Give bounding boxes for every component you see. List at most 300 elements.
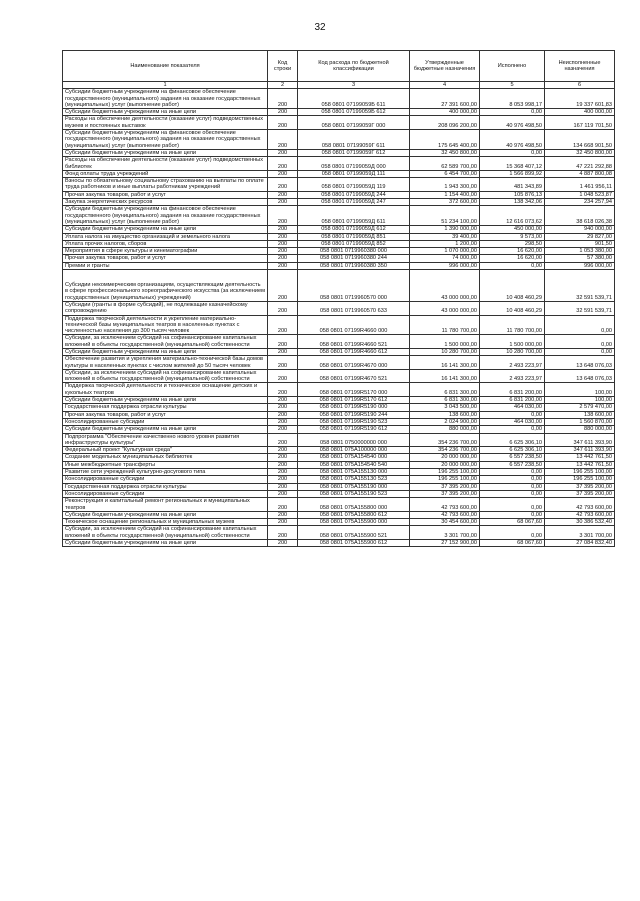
table-row [63, 411, 615, 418]
row-unexecuted: 32 450 800,00 [545, 149, 615, 156]
row-unexecuted: 234 257,94 [545, 199, 615, 206]
table-row [63, 315, 615, 335]
table-row [63, 301, 615, 315]
table-row [63, 469, 615, 476]
row-executed: 481 343,89 [480, 178, 545, 192]
row-approved: 196 255 100,00 [410, 469, 480, 476]
table-row [63, 383, 615, 397]
row-expense-code: 058 0801 075A155190 000 [298, 483, 410, 490]
row-executed: 0,00 [480, 511, 545, 518]
row-unexecuted: 940 000,00 [545, 226, 615, 233]
header-row [63, 51, 615, 82]
row-unexecuted: 347 611 393,90 [545, 433, 615, 447]
table-row [63, 433, 615, 447]
row-unexecuted: 57 380,00 [545, 255, 615, 262]
row-expense-code: 058 0801 0750000000 000 [298, 433, 410, 447]
row-name: Субсидии некоммерческим организациям, осуществляющим деятельность в сфере профессионального хореографического искусства (за исключением государственных (муниципальных) учреждений) [63, 270, 268, 302]
row-unexecuted: 32 591 539,71 [545, 270, 615, 302]
row-expense-code: 058 0801 07199R4670 521 [298, 369, 410, 383]
column-number: 3 [298, 82, 410, 89]
row-name: Обеспечение развития и укрепления материально-технической базы домов культуры в населенных пунктах с числом жителей до 50 тысяч человек [63, 356, 268, 370]
row-approved: 880 000,00 [410, 426, 480, 433]
row-unexecuted: 347 611 393,90 [545, 447, 615, 454]
table-row [63, 89, 615, 109]
row-line-code: 200 [268, 404, 298, 411]
row-executed: 0,00 [480, 490, 545, 497]
row-line-code: 200 [268, 526, 298, 540]
table-row [63, 109, 615, 116]
row-approved: 1 500 000,00 [410, 335, 480, 349]
row-expense-code: 058 0801 07199059Д 612 [298, 226, 410, 233]
row-approved: 62 589 700,00 [410, 157, 480, 171]
row-executed: 2 493 223,97 [480, 369, 545, 383]
row-expense-code: 058 0801 07199059Д 111 [298, 170, 410, 177]
row-name: Премии и гранты [63, 262, 268, 269]
row-unexecuted: 1 053 380,00 [545, 248, 615, 255]
table-row [63, 170, 615, 177]
row-approved: 20 000 000,00 [410, 454, 480, 461]
row-expense-code: 058 0801 075A154540 000 [298, 454, 410, 461]
row-executed: 15 368 407,12 [480, 157, 545, 171]
row-approved: 16 141 300,00 [410, 369, 480, 383]
header-approved: Утвержденные бюджетные назначения [410, 51, 480, 82]
row-expense-code: 058 0801 07199059Д 611 [298, 206, 410, 226]
row-executed: 0,00 [480, 149, 545, 156]
row-line-code: 200 [268, 490, 298, 497]
row-expense-code: 058 0801 075A100000 000 [298, 447, 410, 454]
row-line-code: 200 [268, 191, 298, 198]
row-line-code: 200 [268, 540, 298, 547]
row-line-code: 200 [268, 130, 298, 150]
row-executed: 0,00 [480, 526, 545, 540]
row-expense-code: 058 0801 0719960570 633 [298, 301, 410, 315]
row-line-code: 200 [268, 447, 298, 454]
row-executed: 68 067,60 [480, 519, 545, 526]
table-row [63, 348, 615, 355]
row-executed: 11 780 700,00 [480, 315, 545, 335]
row-approved: 32 450 800,00 [410, 149, 480, 156]
row-line-code: 200 [268, 433, 298, 447]
row-line-code: 200 [268, 270, 298, 302]
row-unexecuted: 100,00 [545, 397, 615, 404]
header-line-code: Код строки [268, 51, 298, 82]
row-name: Субсидии бюджетным учреждениям на иные цели [63, 426, 268, 433]
row-unexecuted: 32 591 539,71 [545, 301, 615, 315]
row-line-code: 200 [268, 397, 298, 404]
table-row [63, 540, 615, 547]
table-row [63, 335, 615, 349]
row-executed: 138 342,06 [480, 199, 545, 206]
budget-table-container [62, 50, 614, 547]
table-row [63, 498, 615, 512]
row-approved: 3 043 500,00 [410, 404, 480, 411]
row-expense-code: 058 0801 075A154540 540 [298, 461, 410, 468]
row-unexecuted: 42 793 600,00 [545, 498, 615, 512]
header-expense-code: Код расхода по бюджетной классификации [298, 51, 410, 82]
page-number: 32 [314, 22, 326, 33]
row-line-code: 200 [268, 301, 298, 315]
row-unexecuted: 42 793 600,00 [545, 511, 615, 518]
row-expense-code: 058 0801 075A155190 523 [298, 490, 410, 497]
row-executed: 0,00 [480, 411, 545, 418]
row-executed: 0,00 [480, 498, 545, 512]
row-expense-code: 058 0801 075A155900 000 [298, 519, 410, 526]
row-name: Поддержка творческой деятельности и техническое оснащение детских и кукольных театров [63, 383, 268, 397]
row-approved: 1 070 000,00 [410, 248, 480, 255]
row-executed: 10 408 460,29 [480, 301, 545, 315]
row-line-code: 200 [268, 199, 298, 206]
row-name: Субсидии, за исключением субсидий на софинансирование капитальных вложений в объекты государственной (муниципальной) собственности [63, 526, 268, 540]
row-executed: 12 616 073,62 [480, 206, 545, 226]
row-line-code: 200 [268, 206, 298, 226]
row-expense-code: 058 0801 07199059Г 000 [298, 116, 410, 130]
table-row [63, 157, 615, 171]
table-row [63, 149, 615, 156]
row-approved: 138 600,00 [410, 411, 480, 418]
row-line-code: 200 [268, 454, 298, 461]
row-executed: 68 067,60 [480, 540, 545, 547]
row-approved: 3 301 700,00 [410, 526, 480, 540]
row-unexecuted: 0,00 [545, 348, 615, 355]
row-unexecuted: 100,00 [545, 383, 615, 397]
row-expense-code: 058 0801 07199059Б 611 [298, 89, 410, 109]
row-executed: 450 000,00 [480, 226, 545, 233]
table-header [63, 51, 615, 89]
row-executed: 8 053 998,17 [480, 89, 545, 109]
row-expense-code: 058 0801 07199R4660 000 [298, 315, 410, 335]
table-row [63, 511, 615, 518]
row-approved: 1 154 400,00 [410, 191, 480, 198]
row-unexecuted: 30 386 532,40 [545, 519, 615, 526]
header-indicator-name: Наименование показателя [63, 51, 268, 82]
row-approved: 175 645 400,00 [410, 130, 480, 150]
table-row [63, 199, 615, 206]
row-approved: 37 395 200,00 [410, 483, 480, 490]
row-name: Расходы на обеспечение деятельности (оказание услуг) подведомственных музеев и постоянных выставок [63, 116, 268, 130]
table-row [63, 447, 615, 454]
row-line-code: 200 [268, 348, 298, 355]
row-approved: 6 454 700,00 [410, 170, 480, 177]
row-executed: 464 030,00 [480, 404, 545, 411]
row-name: Прочая закупка товаров, работ и услуг [63, 411, 268, 418]
row-executed: 40 976 498,50 [480, 116, 545, 130]
row-line-code: 200 [268, 511, 298, 518]
row-approved: 39 400,00 [410, 233, 480, 240]
row-approved: 1 200,00 [410, 240, 480, 247]
row-expense-code: 058 0801 075A155900 612 [298, 540, 410, 547]
row-name: Субсидии бюджетным учреждениям на иные цели [63, 397, 268, 404]
row-name: Субсидии, за исключением субсидий на софинансирование капитальных вложений в объекты государственной (муниципальной) собственности [63, 369, 268, 383]
row-expense-code: 058 0801 07199059Д 851 [298, 233, 410, 240]
row-expense-code: 058 0801 07199059Д 000 [298, 157, 410, 171]
row-expense-code: 058 0801 07199059Д 852 [298, 240, 410, 247]
row-executed: 2 493 223,97 [480, 356, 545, 370]
row-approved: 37 395 200,00 [410, 490, 480, 497]
row-line-code: 200 [268, 356, 298, 370]
row-unexecuted: 1 461 956,11 [545, 178, 615, 192]
row-unexecuted: 134 668 901,50 [545, 130, 615, 150]
table-row [63, 206, 615, 226]
row-unexecuted: 138 600,00 [545, 411, 615, 418]
row-approved: 42 793 600,00 [410, 498, 480, 512]
row-unexecuted: 4 887 800,08 [545, 170, 615, 177]
row-executed: 6 831 200,00 [480, 383, 545, 397]
row-approved: 74 000,00 [410, 255, 480, 262]
row-expense-code: 058 0801 075A155800 612 [298, 511, 410, 518]
row-executed: 464 030,00 [480, 418, 545, 425]
row-approved: 43 000 000,00 [410, 270, 480, 302]
row-unexecuted: 1 048 523,87 [545, 191, 615, 198]
row-name: Прочая закупка товаров, работ и услуг [63, 255, 268, 262]
row-unexecuted: 13 648 076,03 [545, 356, 615, 370]
row-expense-code: 058 0801 0719960380 000 [298, 248, 410, 255]
table-row [63, 519, 615, 526]
row-line-code: 200 [268, 461, 298, 468]
row-expense-code: 058 0801 075A155800 000 [298, 498, 410, 512]
row-name: Федеральный проект "Культурная среда" [63, 447, 268, 454]
row-name: Субсидии бюджетным учреждениям на финансовое обеспечение государственного (муниципального) задания на оказание государственных (муниципальных) услуг (выполнение работ) [63, 89, 268, 109]
row-line-code: 200 [268, 226, 298, 233]
row-approved: 11 780 700,00 [410, 315, 480, 335]
row-executed: 6 831 200,00 [480, 397, 545, 404]
table-row [63, 369, 615, 383]
row-unexecuted: 880 000,00 [545, 426, 615, 433]
row-line-code: 200 [268, 116, 298, 130]
row-line-code: 200 [268, 109, 298, 116]
table-row [63, 418, 615, 425]
row-unexecuted: 38 618 026,38 [545, 206, 615, 226]
row-name: Создание модельных муниципальных библиотек [63, 454, 268, 461]
row-expense-code: 058 0801 0719960380 244 [298, 255, 410, 262]
row-expense-code: 058 0801 07199R5190 244 [298, 411, 410, 418]
table-row [63, 397, 615, 404]
row-expense-code: 058 0801 07199R4660 612 [298, 348, 410, 355]
row-line-code: 200 [268, 476, 298, 483]
table-row [63, 255, 615, 262]
row-approved: 20 000 000,00 [410, 461, 480, 468]
row-unexecuted: 27 084 832,40 [545, 540, 615, 547]
row-line-code: 200 [268, 233, 298, 240]
row-line-code: 200 [268, 149, 298, 156]
table-row [63, 178, 615, 192]
row-approved: 354 236 700,00 [410, 433, 480, 447]
table-row [63, 404, 615, 411]
row-approved: 996 000,00 [410, 262, 480, 269]
table-row [63, 454, 615, 461]
row-line-code: 200 [268, 335, 298, 349]
row-name: Поддержка творческой деятельности и укрепление материально-технической базы муниципальных театров в населенных пунктах с численностью населения до 300 тысяч человек [63, 315, 268, 335]
row-name: Субсидии бюджетным учреждениям на иные цели [63, 149, 268, 156]
table-row [63, 461, 615, 468]
row-name: Реконструкция и капитальный ремонт региональных и муниципальных театров [63, 498, 268, 512]
row-unexecuted: 2 579 470,00 [545, 404, 615, 411]
row-unexecuted: 19 337 601,83 [545, 89, 615, 109]
row-expense-code: 058 0801 07199059Б 612 [298, 109, 410, 116]
table-row [63, 191, 615, 198]
row-expense-code: 058 0801 07199059Д 119 [298, 178, 410, 192]
row-name: Расходы на обеспечение деятельности (оказание услуг) подведомственных библиотек [63, 157, 268, 171]
row-expense-code: 058 0801 07199R5170 000 [298, 383, 410, 397]
row-approved: 27 391 600,00 [410, 89, 480, 109]
row-unexecuted: 196 255 100,00 [545, 469, 615, 476]
row-name: Техническое оснащение региональных и муниципальных музеев [63, 519, 268, 526]
row-expense-code: 058 0801 07199059Г 612 [298, 149, 410, 156]
row-executed: 105 876,13 [480, 191, 545, 198]
table-row [63, 490, 615, 497]
row-executed: 0,00 [480, 483, 545, 490]
row-unexecuted: 13 648 076,03 [545, 369, 615, 383]
row-expense-code: 058 0801 075A155130 000 [298, 469, 410, 476]
row-name: Государственная поддержка отрасли культуры [63, 483, 268, 490]
row-unexecuted: 3 301 700,00 [545, 526, 615, 540]
row-name: Подпрограмма "Обеспечение качественно нового уровня развития инфраструктуры культуры" [63, 433, 268, 447]
header-executed: Исполнено [480, 51, 545, 82]
row-name: Субсидии, за исключением субсидий на софинансирование капитальных вложений в объекты государственной (муниципальной) собственности [63, 335, 268, 349]
column-number-row [63, 82, 615, 89]
row-executed: 0,00 [480, 262, 545, 269]
table-row [63, 526, 615, 540]
header-unexecuted: Неисполненные назначения [545, 51, 615, 82]
row-expense-code: 058 0801 075A155130 523 [298, 476, 410, 483]
row-executed: 40 976 498,50 [480, 130, 545, 150]
table-row [63, 483, 615, 490]
row-line-code: 200 [268, 255, 298, 262]
row-name: Субсидии бюджетным учреждениям на иные цели [63, 540, 268, 547]
row-line-code: 200 [268, 240, 298, 247]
row-name: Уплата налога на имущество организаций и земельного налога [63, 233, 268, 240]
row-name: Субсидии бюджетным учреждениям на иные цели [63, 226, 268, 233]
row-expense-code: 058 0801 07199R4670 000 [298, 356, 410, 370]
row-executed: 6 625 306,10 [480, 433, 545, 447]
table-row [63, 426, 615, 433]
row-executed: 9 573,00 [480, 233, 545, 240]
row-unexecuted: 47 221 292,88 [545, 157, 615, 171]
table-body [63, 89, 615, 547]
row-expense-code: 058 0801 07199R4660 521 [298, 335, 410, 349]
row-expense-code: 058 0801 07199R5190 523 [298, 418, 410, 425]
row-unexecuted: 400 000,00 [545, 109, 615, 116]
row-line-code: 200 [268, 369, 298, 383]
column-number: 4 [410, 82, 480, 89]
row-name: Консолидированные субсидии [63, 418, 268, 425]
row-unexecuted: 13 442 761,50 [545, 461, 615, 468]
table-row [63, 262, 615, 269]
row-unexecuted: 996 000,00 [545, 262, 615, 269]
row-executed: 16 620,00 [480, 255, 545, 262]
row-approved: 354 236 700,00 [410, 447, 480, 454]
row-approved: 42 793 600,00 [410, 511, 480, 518]
row-executed: 1 500 000,00 [480, 335, 545, 349]
row-expense-code: 058 0801 075A155900 521 [298, 526, 410, 540]
row-approved: 1 943 300,00 [410, 178, 480, 192]
row-expense-code: 058 0801 07199059Г 611 [298, 130, 410, 150]
row-unexecuted: 0,00 [545, 335, 615, 349]
row-line-code: 200 [268, 418, 298, 425]
row-expense-code: 058 0801 0719960570 000 [298, 270, 410, 302]
row-approved: 208 096 200,00 [410, 116, 480, 130]
row-line-code: 200 [268, 519, 298, 526]
row-executed: 6 557 238,50 [480, 461, 545, 468]
row-name: Субсидии бюджетным учреждениям на иные цели [63, 511, 268, 518]
row-name: Уплата прочих налогов, сборов [63, 240, 268, 247]
row-unexecuted: 196 255 100,00 [545, 476, 615, 483]
row-line-code: 200 [268, 170, 298, 177]
row-line-code: 200 [268, 411, 298, 418]
row-unexecuted: 37 395 200,00 [545, 490, 615, 497]
row-line-code: 200 [268, 315, 298, 335]
table-row [63, 116, 615, 130]
row-executed: 16 620,00 [480, 248, 545, 255]
row-approved: 43 000 000,00 [410, 301, 480, 315]
row-name: Субсидии бюджетным учреждениям на финансовое обеспечение государственного (муниципального) задания на оказание государственных (муниципальных) услуг (выполнение работ) [63, 206, 268, 226]
row-unexecuted: 167 119 701,50 [545, 116, 615, 130]
table-row [63, 226, 615, 233]
row-line-code: 200 [268, 178, 298, 192]
row-expense-code: 058 0801 0719960380 350 [298, 262, 410, 269]
row-name: Закупка энергетических ресурсов [63, 199, 268, 206]
row-name: Мероприятия в сфере культуры и кинематографии [63, 248, 268, 255]
row-line-code: 200 [268, 248, 298, 255]
row-unexecuted: 901,50 [545, 240, 615, 247]
table-row [63, 240, 615, 247]
row-executed: 6 625 306,10 [480, 447, 545, 454]
column-number: 6 [545, 82, 615, 89]
row-name: Прочая закупка товаров, работ и услуг [63, 191, 268, 198]
row-name: Развитие сети учреждений культурно-досугового типа [63, 469, 268, 476]
row-name: Фонд оплаты труда учреждений [63, 170, 268, 177]
row-approved: 10 280 700,00 [410, 348, 480, 355]
row-line-code: 200 [268, 383, 298, 397]
row-approved: 1 390 000,00 [410, 226, 480, 233]
row-executed: 0,00 [480, 109, 545, 116]
row-line-code: 200 [268, 483, 298, 490]
row-expense-code: 058 0801 07199059Д 247 [298, 199, 410, 206]
row-line-code: 200 [268, 469, 298, 476]
table-row [63, 270, 615, 302]
row-approved: 372 600,00 [410, 199, 480, 206]
row-name: Субсидии бюджетным учреждениям на финансовое обеспечение государственного (муниципального) задания на оказание государственных (муниципальных) услуг (выполнение работ) [63, 130, 268, 150]
row-name: Государственная поддержка отрасли культуры [63, 404, 268, 411]
table-row [63, 476, 615, 483]
row-approved: 30 454 600,00 [410, 519, 480, 526]
row-executed: 0,00 [480, 469, 545, 476]
table-row [63, 248, 615, 255]
row-approved: 51 234 100,00 [410, 206, 480, 226]
table-row [63, 130, 615, 150]
row-name: Субсидии бюджетным учреждениям на иные цели [63, 109, 268, 116]
row-line-code: 200 [268, 426, 298, 433]
row-name: Взносы по обязательному социальному страхованию на выплаты по оплате труда работников и иные выплаты работникам учреждений [63, 178, 268, 192]
table-row [63, 356, 615, 370]
column-number: 2 [268, 82, 298, 89]
row-unexecuted: 13 442 761,50 [545, 454, 615, 461]
row-name: Консолидированные субсидии [63, 476, 268, 483]
row-approved: 400 000,00 [410, 109, 480, 116]
row-line-code: 200 [268, 262, 298, 269]
row-unexecuted: 37 395 200,00 [545, 483, 615, 490]
row-name: Субсидии (гранты в форме субсидий), не подлежащие казначейскому сопровождению [63, 301, 268, 315]
row-unexecuted: 1 560 870,00 [545, 418, 615, 425]
row-line-code: 200 [268, 89, 298, 109]
budget-execution-table [62, 50, 615, 547]
row-approved: 196 255 100,00 [410, 476, 480, 483]
row-executed: 6 557 238,50 [480, 454, 545, 461]
row-approved: 6 831 300,00 [410, 397, 480, 404]
row-approved: 27 152 900,00 [410, 540, 480, 547]
column-number: 5 [480, 82, 545, 89]
row-line-code: 200 [268, 498, 298, 512]
row-name: Субсидии бюджетным учреждениям на иные цели [63, 348, 268, 355]
